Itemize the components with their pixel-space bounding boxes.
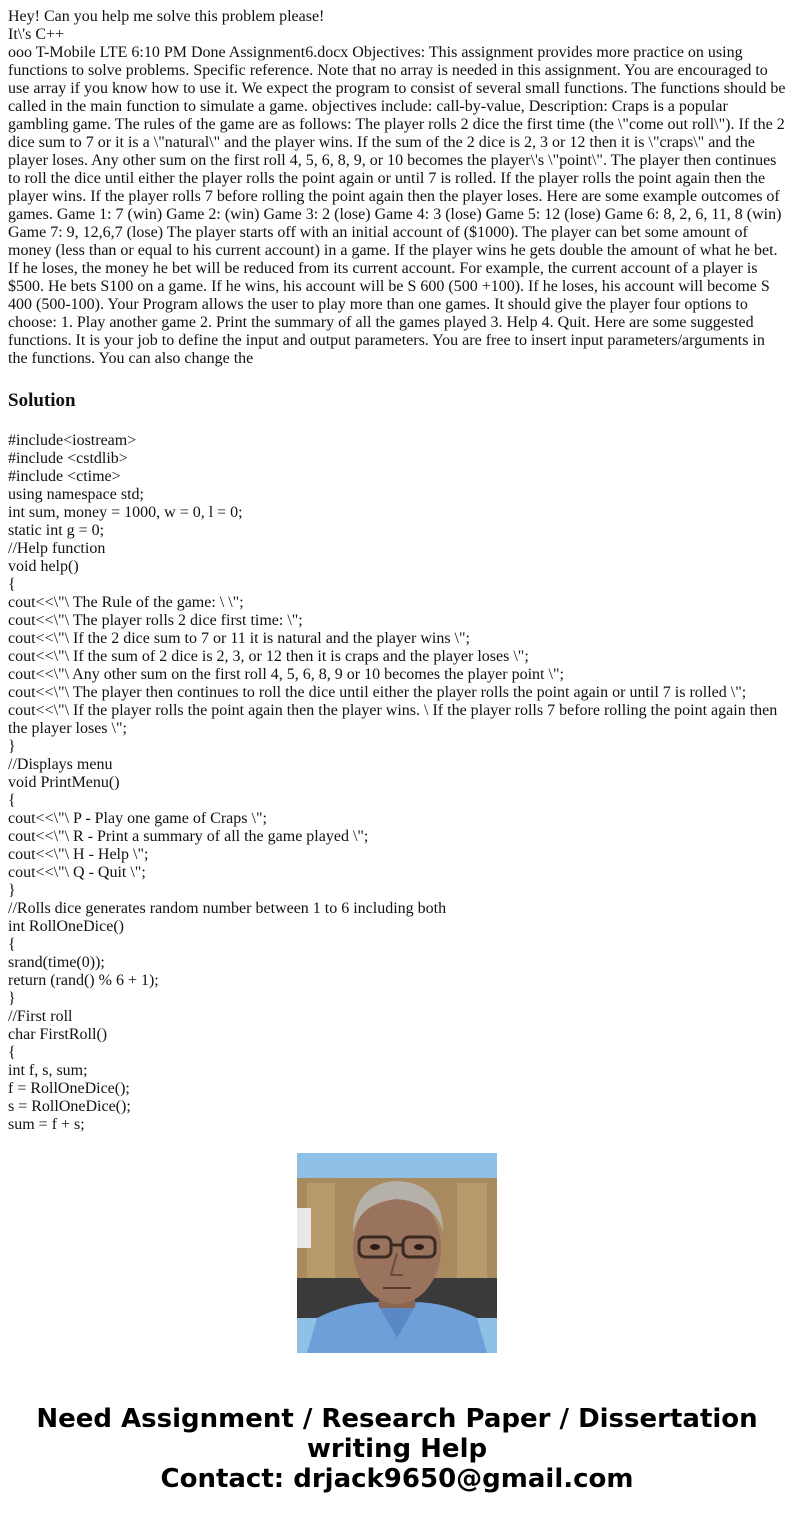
code-line: cout<<\"\ The player then continues to roll the dice until either the player rolls the point again or until 7 is rolled \"; xyxy=(8,684,747,701)
person-photo-icon xyxy=(297,1153,497,1353)
solution-code xyxy=(8,432,788,1134)
code-line: int sum, money = 1000, w = 0, l = 0; xyxy=(8,504,243,521)
promo-line-2: writing Help xyxy=(306,1434,488,1464)
code-line: } xyxy=(8,882,16,899)
code-line: int f, s, sum; xyxy=(8,1062,88,1079)
code-line: cout<<\"\ If the 2 dice sum to 7 or 11 it is natural and the player wins \"; xyxy=(8,630,470,647)
code-line: #include<iostream> xyxy=(8,432,137,449)
code-line: char FirstRoll() xyxy=(8,1026,108,1043)
code-line: //Displays menu xyxy=(8,756,113,773)
question-assignment: ooo T-Mobile LTE 6:10 PM Done Assignment6.docx Objectives: This assignment provides more practice on using functions to solve problems. Specific reference. Note that no array is needed in this assignment. You are encouraged to use array if you know how to use it. We expect the program to consist of several small functions. The functions should be called in the main function to simulate a game. objectives include: call-by-value, Description: Craps is a popular gambling game. The rules of the game are as follows: The player rolls 2 dice the first time (the \"come out roll\"). If the 2 dice sum to 7 or it is a \"natural\" and the player wins. If the sum of the 2 dice is 2, 3 or 12 then it is \"craps\" and the player loses. Any other sum on the first roll 4, 5, 6, 8, 9, or 10 becomes the player\'s \"point\". The player then continues to roll the dice until either the player rolls the point again or until 7 is rolled. If the player rolls the point again then the player wins. If the player rolls 7 before rolling the point again then the player loses. Here are some example outcomes of games. Game 1: 7 (win) Game 2: (win) Game 3: 2 (lose) Game 4: 3 (lose) Game 5: 12 (lose) Game 6: 8, 2, 6, 11, 8 (win) Game 7: 9, 12,6,7 (lose) The player starts off with an initial account of ($1000). The player can bet some amount of money (less than or equal to his current account) in a game. If the player wins he gets double the amount of what he bet. If he loses, the money he bet will be reduced from its current account. For example, the current account of a player is $500. He bets S100 on a game. If he wins, his account will be S 600 (500 +100). If he loses, his account will become S 400 (500-100). Your Program allows the user to play more than one games. It should give the player four options to choose: 1. Play another game 2. Print the summary of all the games played 3. Help 4. Quit. Here are some suggested functions. It is your job to define the input and output parameters. You are free to insert input parameters/arguments in the functions. You can also change the xyxy=(8,44,786,367)
code-line: //First roll xyxy=(8,1008,73,1025)
promo-contact: Contact: drjack9650@gmail.com xyxy=(160,1464,634,1494)
code-line: cout<<\"\ Q - Quit \"; xyxy=(8,864,146,881)
code-line: srand(time(0)); xyxy=(8,954,105,971)
code-line: sum = f + s; xyxy=(8,1116,85,1133)
code-line: cout<<\"\ R - Print a summary of all the game played \"; xyxy=(8,828,369,845)
code-line: } xyxy=(8,990,16,1007)
code-line: #include <cstdlib> xyxy=(8,450,128,467)
code-line: { xyxy=(8,792,16,809)
code-line: cout<<\"\ P - Play one game of Craps \"; xyxy=(8,810,267,827)
author-avatar xyxy=(297,1153,497,1353)
code-line: void help() xyxy=(8,558,79,575)
question-text xyxy=(8,8,788,368)
code-line: static int g = 0; xyxy=(8,522,105,539)
code-line: int RollOneDice() xyxy=(8,918,124,935)
code-line: void PrintMenu() xyxy=(8,774,120,791)
question-greeting: Hey! Can you help me solve this problem please! xyxy=(8,8,325,25)
code-line: cout<<\"\ The Rule of the game: \ \"; xyxy=(8,594,244,611)
code-line: //Rolls dice generates random number between 1 to 6 including both xyxy=(8,900,447,917)
document-body xyxy=(8,8,788,1133)
code-line: { xyxy=(8,576,16,593)
code-line: cout<<\"\ H - Help \"; xyxy=(8,846,149,863)
solution-heading: Solution xyxy=(8,390,76,411)
code-line: cout<<\"\ The player rolls 2 dice first time: \"; xyxy=(8,612,303,629)
code-line: } xyxy=(8,738,16,755)
question-language: It\'s C++ xyxy=(8,26,65,43)
code-line: { xyxy=(8,1044,16,1061)
code-line: return (rand() % 6 + 1); xyxy=(8,972,159,989)
promo-banner xyxy=(0,1404,794,1494)
promo-line-1: Need Assignment / Research Paper / Dissertation xyxy=(36,1404,758,1434)
code-line: cout<<\"\ If the player rolls the point again then the player wins. \ If the player rolls 7 before rolling the point again then the player loses \"; xyxy=(8,702,782,737)
code-line: cout<<\"\ Any other sum on the first roll 4, 5, 6, 8, 9 or 10 becomes the player point \"; xyxy=(8,666,564,683)
code-line: using namespace std; xyxy=(8,486,144,503)
code-line: cout<<\"\ If the sum of 2 dice is 2, 3, or 12 then it is craps and the player loses \"; xyxy=(8,648,529,665)
code-line: { xyxy=(8,936,16,953)
code-line: s = RollOneDice(); xyxy=(8,1098,131,1115)
code-line: #include <ctime> xyxy=(8,468,121,485)
code-line: f = RollOneDice(); xyxy=(8,1080,130,1097)
code-line: //Help function xyxy=(8,540,106,557)
